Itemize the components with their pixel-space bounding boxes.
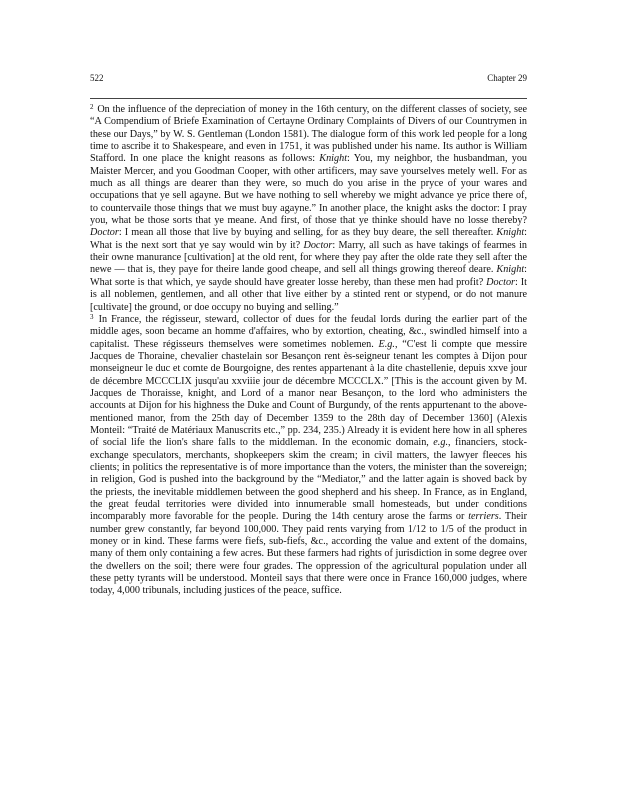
italic-text: Knight (496, 264, 525, 276)
footnote-text: : I mean all those that live by buying and selling, for as they buy deare, the sell thereafter. (118, 227, 497, 239)
footnote-text: , financiers, stock-exchange speculators, merchants, shopkeepers skim the cream; in civil matters, the lawyer fleeces his clients; in politics the representative is of more importance than the voters, the minister than the sovereign; in religion, God is pushed into the background by the “Mediator,” and the latter again is shoved back by the priests, the inevitable middlemen between the good shepherd and his sheep. In France, as in England, the great feudal territories were divided into innumerable small homesteads, but under conditions incomparably more favorable for the people. During the 14th century arose the farms or (90, 437, 528, 523)
chapter-label: Chapter 29 (487, 73, 527, 83)
italic-text: e.g. (433, 437, 448, 449)
footnote-text: : You, my neighbor, the husbandman, you Maister Mercer, and you Goodman Cooper, with other artificers, may save yourselves metely well. For as much as all things are dearer than they were, so much do you arise in the pryce of your wares and occupations that ye sell agayne. But we have nothing to sell whereby we might advance ye price there of, to countervaile those things that we must buy agayne.” In another place, the knight asks the doctor: I pray you, what be those sorts that ye meane. And first, of those that ye thinke should have no losse thereby? (90, 153, 528, 227)
footnote-marker: 3 (90, 312, 94, 321)
footnote-text: . Their number grew constantly, far beyond 100,000. They paid rents varying from 1/12 to 1/5 of the product in money or in kind. These farms were fiefs, sub-fiefs, &c., according the value and extent of the domains, many of them only containing a few acres. But these farmers had rights of jurisdiction in some degree over the dwellers on the soil; there were four grades. The oppression of the agricultural population under all these petty tyrants will be understood. Monteil says that there were once in France 160,000 judges, where today, 4,000 tribunals, including justices of the peace, suffice. (90, 511, 527, 597)
footnote-text: On the influence of the depreciation of money in the 16th century, on the different classes of society, see “A Compendium of Briefe Examination of Certayne Ordinary Complaints of Divers of our Countrymen in these our Days,” by W. S. Gentleman (London 1581). The dialogue form of this work led people for a long time to ascribe it to Shakespeare, and even in 1751, it was published under his name. Its author is William Stafford. In one place the knight reasons as follows: (90, 104, 528, 165)
footnote-2 (90, 104, 527, 314)
footnote-text: : Marry, all such as have takings of fearmes in their owne manurance [cultivation] at the old rent, for where they pay after the olde rate they sell after the newe — that is, they paye for theire lande good cheape, and sell all things growing thereof deare. (90, 239, 528, 276)
footnote-text: : What is the next sort that ye say would win by it? (90, 227, 527, 251)
running-header (90, 73, 527, 84)
footnotes (90, 104, 527, 598)
page-number: 522 (90, 73, 104, 83)
footnote-text: : What sorte is that which, ye sayde should have greater losse hereby, than these men had profit? (90, 264, 527, 288)
italic-text: Knight (496, 227, 525, 239)
footnote-text: In France, the régisseur, steward, collector of dues for the feudal lords during the earlier part of the middle ages, soon became an homme d'affaires, who by extortion, cheating, &c., swindled himself into a capitalist. These régisseurs themselves were sometimes noblemen. (90, 313, 527, 350)
italic-text: Knight (319, 153, 348, 165)
footnote-marker: 2 (90, 103, 94, 111)
footnote-text: : It is all noblemen, gentlemen, and all other that live either by a stinted rent or stypend, or do not manure [cultivate] the ground, or doe occupy no buying and selling.” (90, 276, 527, 313)
italic-text: terriers (468, 511, 499, 523)
footnote-separator (90, 98, 527, 99)
italic-text: Doctor (303, 239, 333, 251)
italic-text: E.g. (378, 338, 395, 350)
footnote-text: , “C'est li compte que messire Jacques de Thoraine, chevalier chastelain sor Besançon rent ès-seigneur tenant les comptes à Dijon pour monseigneur le duc et comte de Bourgoigne, des rentes appartenant à la dite chastellenie, depuis xxve jour de décembre MCCCLIX jusqu'au xxviiie jour de décembre MCCCLX.” [This is the account given by M. Jacques de Thoraisse, knight, and Lord of a manor near Besançon, to the lord who administers the accounts at Dijon for his highness the Duke and Count of Burgundy, of the rents appurtenant to the above-mentioned manor, from the 25th day of December 1359 to the 28th day of December 1360] (Alexis Monteil: “Traité de Matériaux Manuscrits etc.,” pp. 234, 235.) Already it is evident here how in all spheres of social life the lion's share falls to the middleman. In the economic domain, (90, 338, 527, 449)
italic-text: Doctor (486, 276, 516, 288)
italic-text: Doctor (90, 227, 119, 239)
footnote-3 (90, 314, 527, 598)
